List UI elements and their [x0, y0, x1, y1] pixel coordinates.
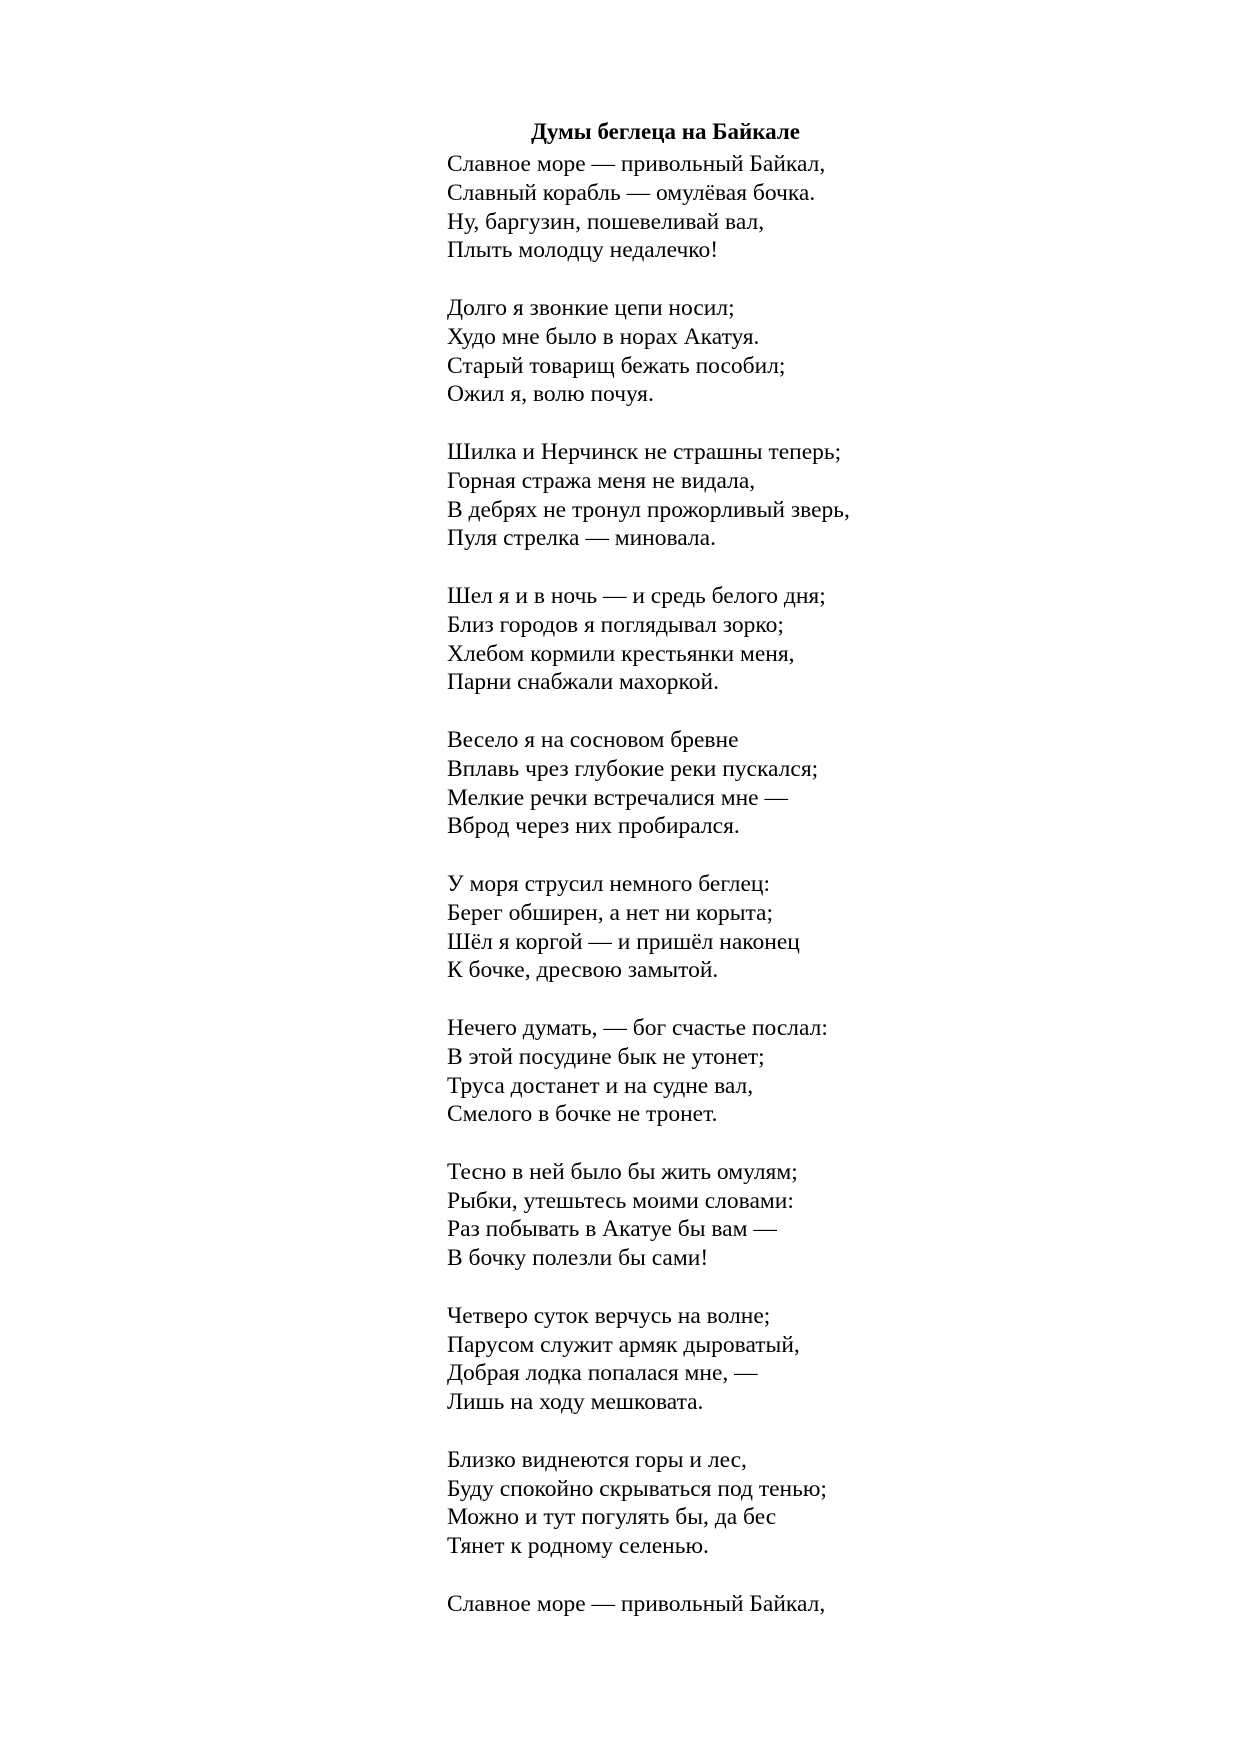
stanza: [447, 150, 1147, 265]
poem-line: Вплавь чрез глубокие реки пускался;: [447, 755, 819, 782]
poem-line: Парусом служит армяк дыроватый,: [447, 1331, 800, 1358]
poem-line: К бочке, дресвою замытой.: [447, 957, 719, 984]
poem-line: Раз побывать в Акатуе бы вам —: [447, 1216, 777, 1243]
poem-line: Тесно в ней было бы жить омулям;: [447, 1158, 798, 1185]
stanza: [447, 1302, 1147, 1417]
poem-line: Хлебом кормили крестьянки меня,: [447, 640, 795, 667]
poem-line: Славное море — привольный Байкал,: [447, 151, 826, 177]
poem-line: Плыть молодцу недалечко!: [447, 237, 719, 264]
stanza: [447, 870, 1147, 985]
poem-line: Шилка и Нерчинск не страшны теперь;: [447, 438, 842, 465]
poem-line: Славный корабль — омулёвая бочка.: [447, 179, 816, 206]
poem-line: Близко виднеются горы и лес,: [447, 1446, 747, 1473]
poem-line: В этой посудине бык не утонет;: [447, 1043, 765, 1070]
poem-line: Близ городов я поглядывал зорко;: [447, 611, 784, 638]
stanza: [447, 438, 1147, 553]
poem-line: Мелкие речки встречалися мне —: [447, 784, 788, 811]
poem-line: Лишь на ходу мешковата.: [447, 1389, 704, 1416]
poem-line: Ну, баргузин, пошевеливай вал,: [447, 208, 765, 235]
stanza: [447, 726, 1147, 841]
poem-title: Думы беглеца на Байкале: [531, 119, 800, 144]
poem-line: Шёл я коргой — и пришёл наконец: [447, 928, 800, 955]
poem-line: Труса достанет и на судне вал,: [447, 1072, 754, 1099]
poem-line: В дебрях не тронул прожорливый зверь,: [447, 496, 850, 523]
stanza: [447, 1590, 1147, 1619]
stanza: [447, 294, 1147, 409]
stanza: [447, 582, 1147, 697]
poem-line: Добрая лодка попалася мне, —: [447, 1360, 758, 1387]
poem-line: Шел я и в ночь — и средь белого дня;: [447, 582, 826, 609]
poem-line: Четверо суток верчусь на волне;: [447, 1302, 771, 1329]
poem-line: Берег обширен, а нет ни корыта;: [447, 899, 774, 926]
poem-line: Тянет к родному селенью.: [447, 1533, 709, 1560]
poem-line: Парни снабжали махоркой.: [447, 669, 719, 696]
poem-line: Горная стража меня не видала,: [447, 467, 756, 494]
poem-line: Весело я на сосновом бревне: [447, 726, 739, 753]
poem-line: У моря струсил немного беглец:: [447, 870, 771, 897]
poem-line: Смелого в бочке не тронет.: [447, 1101, 718, 1128]
poem-line: Долго я звонкие цепи носил;: [447, 294, 735, 321]
poem-body: [447, 150, 1147, 1647]
poem-line: В бочку полезли бы сами!: [447, 1245, 709, 1272]
poem-line: Вброд через них пробирался.: [447, 813, 740, 840]
poem-line: Старый товарищ бежать пособил;: [447, 352, 786, 379]
poem-line: Можно и тут погулять бы, да бес: [447, 1504, 777, 1531]
stanza: [447, 1446, 1147, 1561]
poem-line: Пуля стрелка — миновала.: [447, 525, 716, 552]
stanza: [447, 1014, 1147, 1129]
poem-line: Рыбки, утешьтесь моими словами:: [447, 1187, 794, 1214]
poem-line: Ожил я, волю почуя.: [447, 381, 654, 408]
poem-line: Худо мне было в норах Акатуя.: [447, 323, 760, 350]
stanza: [447, 1158, 1147, 1273]
poem-line: Буду спокойно скрываться под тенью;: [447, 1475, 827, 1502]
poem-line: Нечего думать, — бог счастье послал:: [447, 1014, 828, 1041]
poem-line: Славное море — привольный Байкал,: [447, 1590, 826, 1617]
